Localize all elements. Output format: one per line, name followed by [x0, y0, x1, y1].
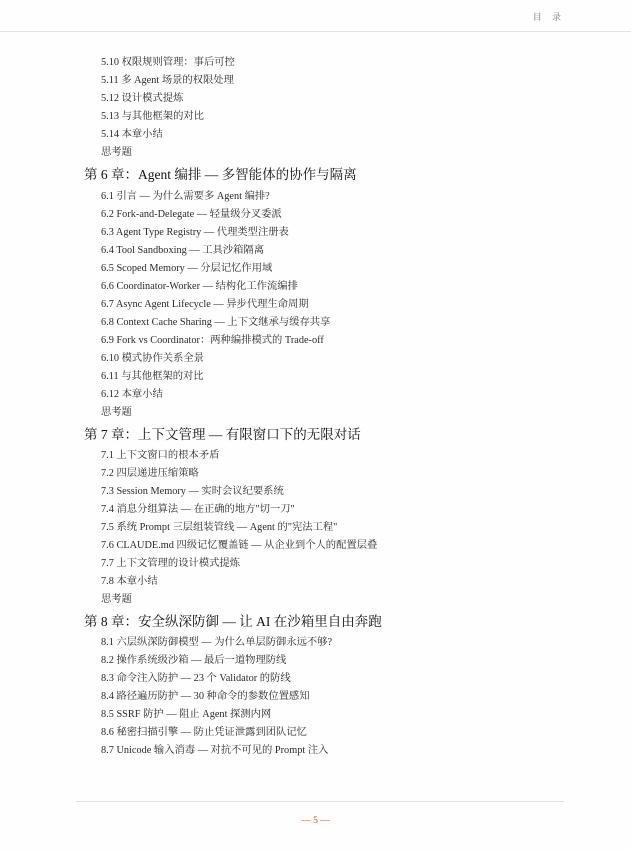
toc-section-entry[interactable]: 8.3 命令注入防护 — 23 个 Validator 的防线: [101, 673, 291, 684]
running-header: 目 录: [532, 12, 565, 22]
toc-chapter-entry[interactable]: 第 7 章：上下文管理 — 有限窗口下的无限对话: [84, 427, 361, 442]
toc-section-entry[interactable]: 8.2 操作系统级沙箱 — 最后一道物理防线: [101, 655, 287, 666]
toc-section-entry[interactable]: 思考题: [101, 147, 132, 158]
toc-chapter-entry[interactable]: 第 8 章：安全纵深防御 — 让 AI 在沙箱里自由奔跑: [84, 614, 382, 629]
toc-section-entry[interactable]: 5.10 权限规则管理：事后可控: [101, 57, 235, 68]
header-divider: [0, 31, 631, 32]
toc-section-entry[interactable]: 5.13 与其他框架的对比: [101, 111, 204, 122]
toc-section-entry[interactable]: 6.4 Tool Sandboxing — 工具沙箱隔离: [101, 245, 264, 256]
toc-section-entry[interactable]: 7.1 上下文窗口的根本矛盾: [101, 450, 220, 461]
toc-section-entry[interactable]: 7.5 系统 Prompt 三层组装管线 — Agent 的"宪法工程": [101, 522, 338, 533]
toc-section-entry[interactable]: 8.6 秘密扫描引擎 — 防止凭证泄露到团队记忆: [101, 727, 307, 738]
toc-section-entry[interactable]: 6.10 模式协作关系全景: [101, 353, 204, 364]
toc-section-entry[interactable]: 7.8 本章小结: [101, 576, 158, 587]
toc-section-entry[interactable]: 6.2 Fork-and-Delegate — 轻量级分叉委派: [101, 209, 282, 220]
toc-section-entry[interactable]: 6.6 Coordinator-Worker — 结构化工作流编排: [101, 281, 298, 292]
toc-section-entry[interactable]: 8.1 六层纵深防御模型 — 为什么单层防御永远不够?: [101, 637, 333, 648]
toc-section-entry[interactable]: 思考题: [101, 407, 132, 418]
toc-section-entry[interactable]: 6.5 Scoped Memory — 分层记忆作用域: [101, 263, 273, 274]
toc-section-entry[interactable]: 6.8 Context Cache Sharing — 上下文继承与缓存共享: [101, 317, 331, 328]
toc-section-entry[interactable]: 5.11 多 Agent 场景的权限处理: [101, 75, 234, 86]
toc-section-entry[interactable]: 7.4 消息分组算法 — 在正确的地方"切一刀": [101, 504, 295, 515]
toc-chapter-entry[interactable]: 第 6 章：Agent 编排 — 多智能体的协作与隔离: [84, 167, 357, 182]
toc-section-entry[interactable]: 7.7 上下文管理的设计模式提炼: [101, 558, 241, 569]
table-of-contents: [0, 54, 631, 760]
toc-section-entry[interactable]: 6.7 Async Agent Lifecycle — 异步代理生命周期: [101, 299, 309, 310]
page-number: — 5 —: [301, 816, 330, 826]
footer-divider: [76, 801, 564, 802]
toc-section-entry[interactable]: 5.12 设计模式提炼: [101, 93, 184, 104]
toc-section-entry[interactable]: 6.1 引言 — 为什么需要多 Agent 编排?: [101, 191, 270, 202]
toc-section-entry[interactable]: 7.6 CLAUDE.md 四级记忆覆盖链 — 从企业到个人的配置层叠: [101, 540, 378, 551]
toc-section-entry[interactable]: 8.5 SSRF 防护 — 阻止 Agent 探测内网: [101, 709, 272, 720]
toc-section-entry[interactable]: 5.14 本章小结: [101, 129, 163, 140]
toc-section-entry[interactable]: 6.11 与其他框架的对比: [101, 371, 204, 382]
toc-section-entry[interactable]: 思考题: [101, 594, 132, 605]
toc-section-entry[interactable]: 7.3 Session Memory — 实时会议纪要系统: [101, 486, 284, 497]
toc-section-entry[interactable]: 6.3 Agent Type Registry — 代理类型注册表: [101, 227, 289, 238]
toc-section-entry[interactable]: 6.12 本章小结: [101, 389, 163, 400]
toc-section-entry[interactable]: 8.7 Unicode 输入消毒 — 对抗不可见的 Prompt 注入: [101, 745, 329, 756]
toc-section-entry[interactable]: 6.9 Fork vs Coordinator：两种编排模式的 Trade-off: [101, 335, 324, 346]
toc-section-entry[interactable]: 8.4 路径遍历防护 — 30 种命令的参数位置感知: [101, 691, 310, 702]
toc-section-entry[interactable]: 7.2 四层递进压缩策略: [101, 468, 199, 479]
